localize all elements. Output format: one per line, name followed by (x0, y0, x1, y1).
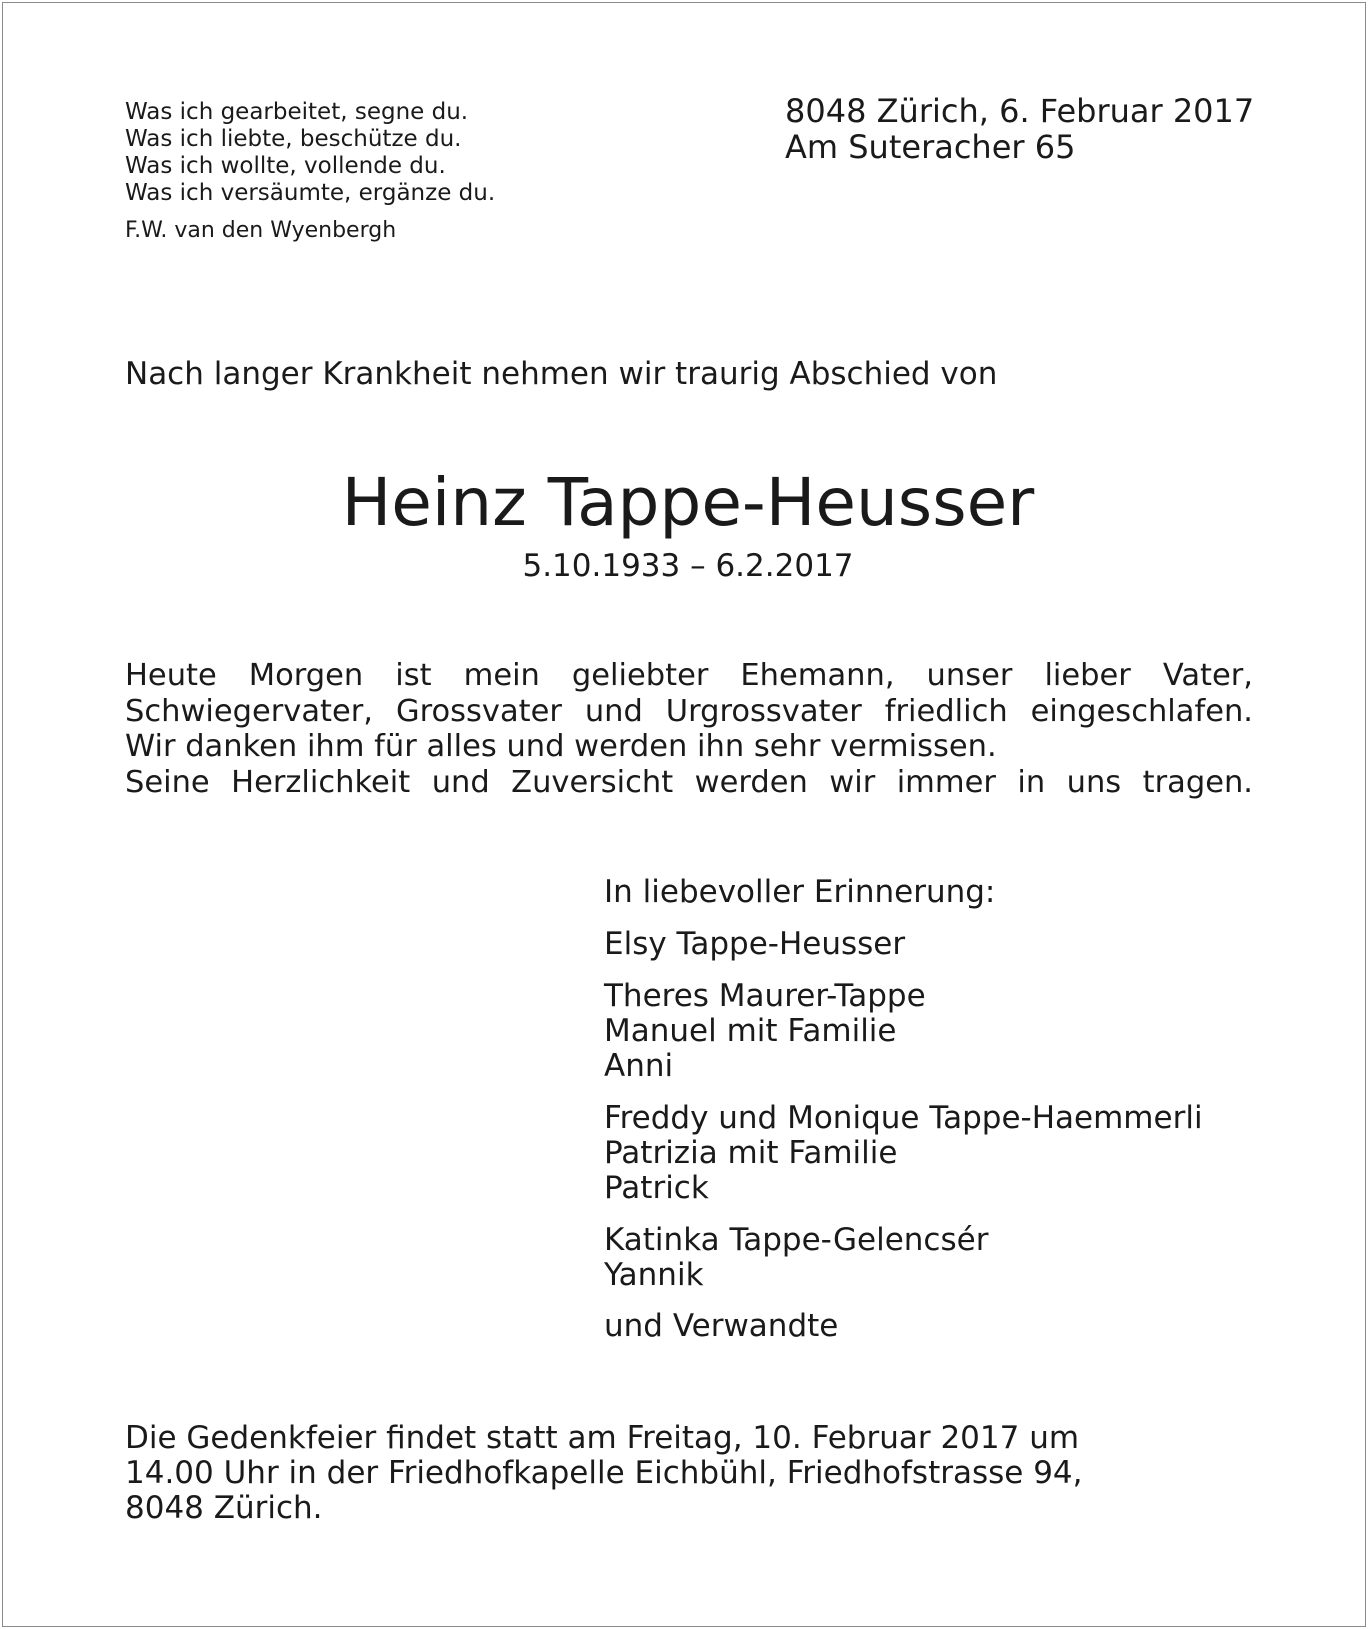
family-member: Elsy Tappe-Heusser (604, 926, 906, 962)
family-member: Patrick (604, 1170, 709, 1206)
deceased-name: Heinz Tappe-Heusser (341, 464, 1035, 541)
family-group-3 (604, 1101, 1203, 1206)
family-group-4 (604, 1223, 988, 1293)
message-line-3: Wir danken ihm für alles und werden ihn sehr vermissen. (125, 729, 997, 764)
memorial-line-1: Die Gedenkfeier findet statt am Freitag, 10. Februar 2017 um (125, 1420, 1080, 1456)
message-paragraph (125, 658, 1253, 800)
obituary-notice (2, 2, 1366, 1627)
memorial-line-2: 14.00 Uhr in der Friedhofkapelle Eichbühl, Friedhofstrasse 94, (125, 1455, 1083, 1491)
family-member: Patrizia mit Familie (604, 1135, 898, 1171)
message-line-4: Seine Herzlichkeit und Zuversicht werden wir immer in uns tragen. (125, 764, 1253, 800)
family-member: Manuel mit Familie (604, 1013, 897, 1049)
message-line-2: Schwiegervater, Grossvater und Urgrossvater friedlich eingeschlafen. (125, 693, 1253, 729)
verse-line-3: Was ich wollte, vollende du. (125, 153, 446, 179)
family-group-2 (604, 979, 926, 1084)
family-member: Yannik (604, 1257, 704, 1293)
address-place-date: 8048 Zürich, 6. Februar 2017 (785, 92, 1255, 130)
family-heading: In liebevoller Erinnerung: (604, 874, 996, 910)
deceased-dates: 5.10.1933 – 6.2.2017 (522, 548, 854, 584)
verse-line-4: Was ich versäumte, ergänze du. (125, 180, 496, 206)
address-street: Am Suteracher 65 (785, 128, 1076, 166)
verse-line-1: Was ich gearbeitet, segne du. (125, 99, 469, 125)
memorial-line-3: 8048 Zürich. (125, 1490, 323, 1526)
family-member: Katinka Tappe-Gelencsér (604, 1222, 989, 1258)
message-line-1: Heute Morgen ist mein geliebter Ehemann, unser lieber Vater, (125, 658, 1253, 693)
family-group-1 (604, 927, 905, 962)
family-member: Theres Maurer-Tappe (604, 978, 926, 1014)
verse-line-2: Was ich liebte, beschütze du. (125, 126, 462, 152)
verse-block (125, 99, 495, 207)
memorial-service-info (125, 1421, 1083, 1526)
verse-author: F.W. van den Wyenbergh (125, 218, 397, 243)
family-member: Anni (604, 1048, 674, 1084)
family-member: Freddy und Monique Tappe-Haemmerli (604, 1100, 1203, 1136)
intro-text: Nach langer Krankheit nehmen wir traurig Abschied von (125, 356, 998, 392)
family-closing: und Verwandte (604, 1308, 839, 1344)
address-block (785, 93, 1254, 165)
